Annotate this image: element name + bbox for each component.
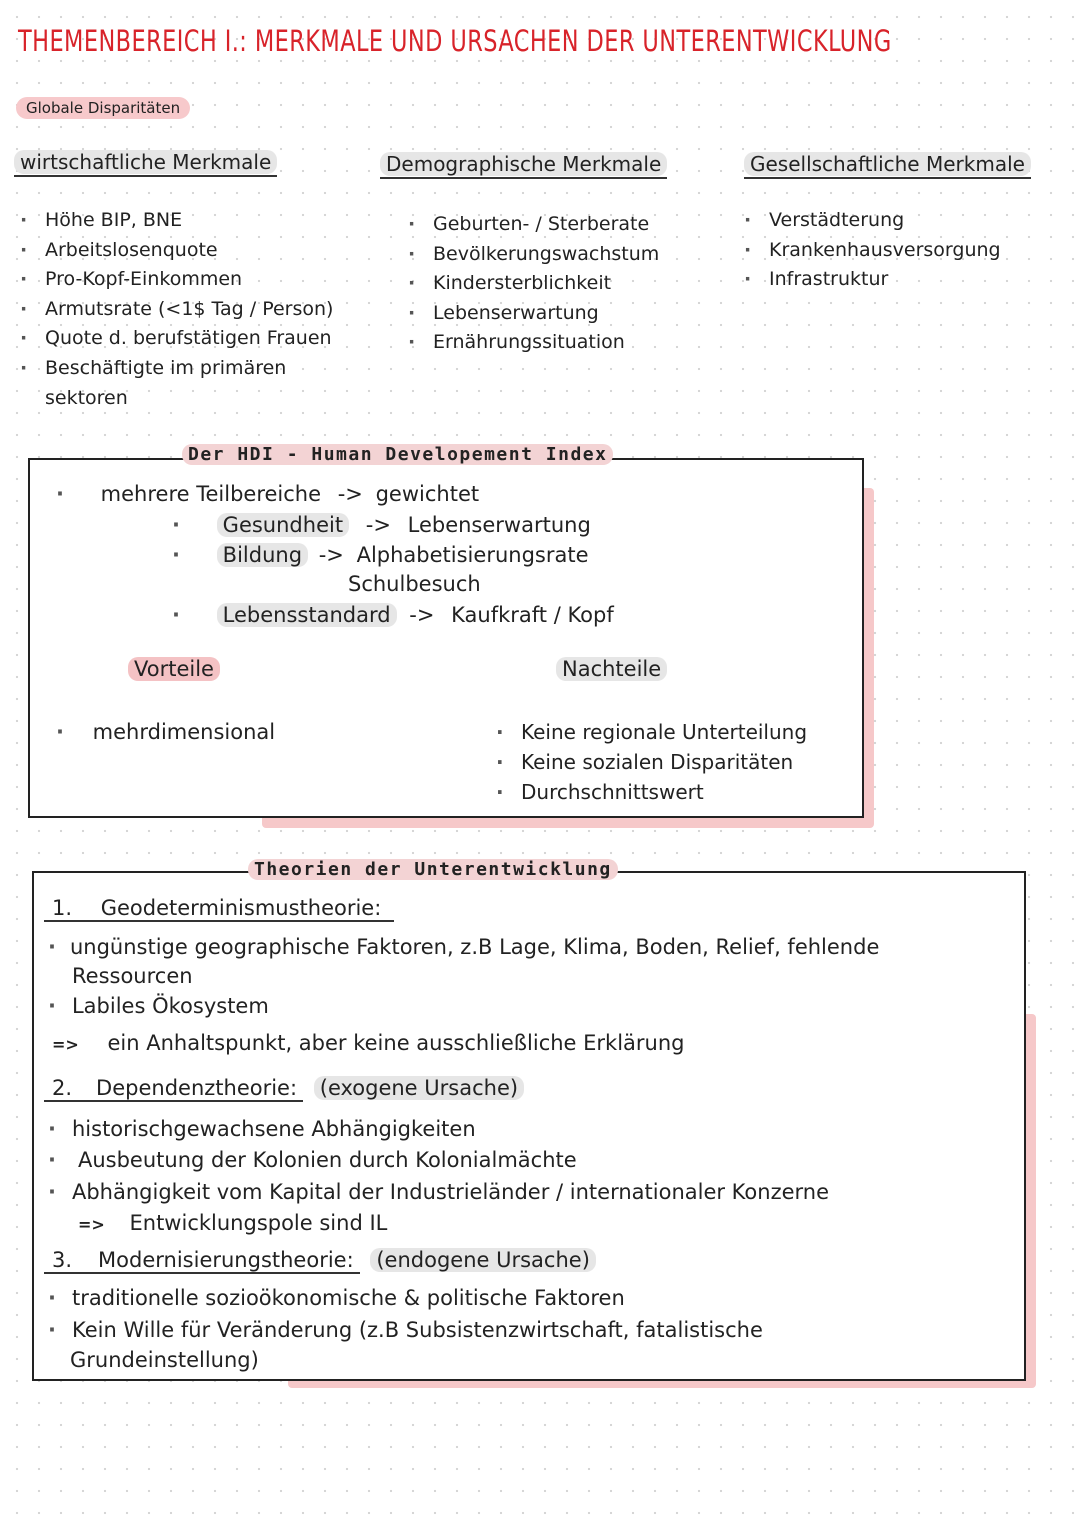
hdi-row-gesundheit: · Gesundheit -> Lebenserwartung bbox=[172, 513, 591, 537]
list-item: · Höhe BIP, BNE bbox=[18, 206, 333, 236]
list-item: · Armutsrate (<1$ Tag / Person) bbox=[18, 295, 333, 325]
list-item: · Bevölkerungswachstum bbox=[406, 240, 659, 270]
theory-2-line2: · Ausbeutung der Kolonien durch Kolonialmächte bbox=[48, 1148, 577, 1172]
list-wirtschaftliche-merkmale bbox=[18, 206, 333, 383]
theory-1-heading: 1. Geodeterminismustheorie: bbox=[44, 896, 394, 922]
theories-title: Theorien der Unterentwicklung bbox=[248, 859, 618, 880]
list-item: · Quote d. berufstätigen Frauen bbox=[18, 324, 333, 354]
heading-demographische-merkmale: Demographische Merkmale bbox=[380, 152, 667, 179]
list-item: · Ernährungssituation bbox=[406, 328, 659, 358]
theory-1-conclusion: => ein Anhaltspunkt, aber keine ausschließliche Erklärung bbox=[52, 1031, 685, 1055]
theory-2-conclusion: => Entwicklungspole sind IL bbox=[78, 1211, 388, 1235]
list-item: · Keine regionale Unterteilung bbox=[494, 717, 807, 747]
list-item-continuation: sektoren bbox=[45, 387, 128, 409]
theory-3-line1: · traditionelle sozioökonomische & politische Faktoren bbox=[48, 1286, 625, 1310]
theory-2-line3: · Abhängigkeit vom Kapital der Industrieländer / internationaler Konzerne bbox=[48, 1180, 829, 1204]
hdi-row-bildung-value2: Schulbesuch bbox=[348, 572, 481, 596]
theory-2-heading: 2. Dependenztheorie: (exogene Ursache) bbox=[44, 1076, 524, 1100]
hdi-row-lebensstandard: · Lebensstandard -> Kaufkraft / Kopf bbox=[172, 603, 614, 627]
theory-3-line2: · Kein Wille für Veränderung (z.B Subsistenzwirtschaft, fatalistische bbox=[48, 1318, 763, 1342]
page-title: THEMENBEREICH I.: MERKMALE UND URSACHEN DER UNTERENTWICKLUNG bbox=[18, 24, 892, 58]
list-gesellschaftliche-merkmale bbox=[742, 206, 1001, 295]
heading-wirtschaftliche-merkmale: wirtschaftliche Merkmale bbox=[14, 150, 277, 177]
list-item: · Krankenhausversorgung bbox=[742, 236, 1001, 266]
theory-1-line1: · ungünstige geographische Faktoren, z.B Lage, Klima, Boden, Relief, fehlende bbox=[48, 935, 880, 959]
list-item: · Geburten- / Sterberate bbox=[406, 210, 659, 240]
list-item: · Beschäftigte im primären bbox=[18, 354, 333, 384]
list-item: · Durchschnittswert bbox=[494, 777, 807, 807]
list-item: · Keine sozialen Disparitäten bbox=[494, 747, 807, 777]
list-demographische-merkmale bbox=[406, 210, 659, 358]
list-item: · Lebenserwartung bbox=[406, 299, 659, 329]
list-item: · Infrastruktur bbox=[742, 265, 1001, 295]
list-item: · Verstädterung bbox=[742, 206, 1001, 236]
hdi-row-bildung: · Bildung -> Alphabetisierungsrate bbox=[172, 543, 589, 567]
theory-1-line1b: Ressourcen bbox=[72, 964, 193, 988]
list-item: · Pro-Kopf-Einkommen bbox=[18, 265, 333, 295]
heading-gesellschaftliche-merkmale: Gesellschaftliche Merkmale bbox=[744, 152, 1031, 179]
list-item: · Arbeitslosenquote bbox=[18, 236, 333, 266]
nachteile-list bbox=[494, 717, 807, 807]
hdi-title: Der HDI - Human Developement Index bbox=[182, 444, 613, 465]
vorteil-item: · mehrdimensional bbox=[56, 720, 276, 744]
section-label: Globale Disparitäten bbox=[16, 97, 190, 119]
list-item: · Kindersterblichkeit bbox=[406, 269, 659, 299]
vorteile-label: Vorteile bbox=[128, 657, 220, 681]
hdi-intro: · mehrere Teilbereiche -> gewichtet bbox=[56, 482, 480, 506]
theory-1-line2: · Labiles Ökosystem bbox=[48, 994, 269, 1018]
nachteile-label: Nachteile bbox=[556, 657, 667, 681]
theory-3-heading: 3. Modernisierungstheorie: (endogene Ursache) bbox=[44, 1248, 596, 1272]
theory-3-line2b: Grundeinstellung) bbox=[70, 1348, 259, 1372]
theory-2-line1: · historischgewachsene Abhängigkeiten bbox=[48, 1117, 476, 1141]
